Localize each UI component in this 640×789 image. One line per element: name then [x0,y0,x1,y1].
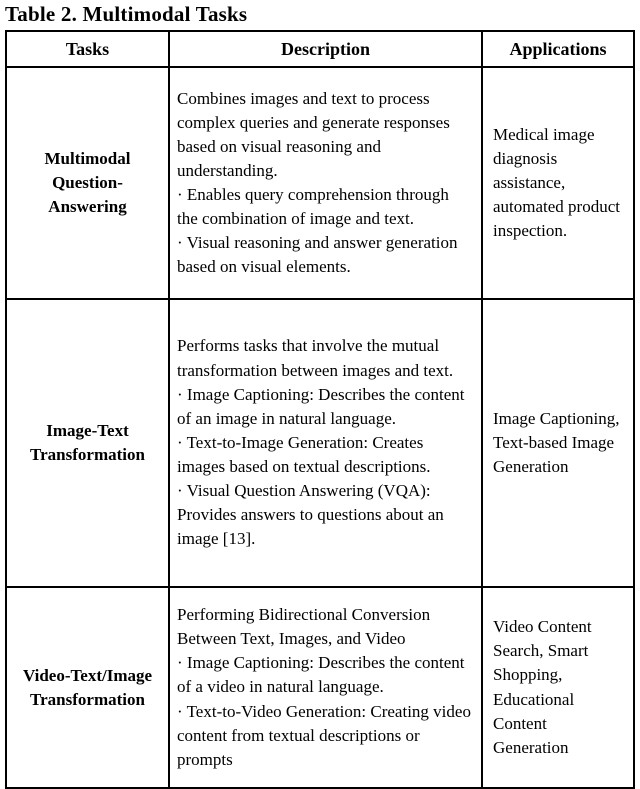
description-line: · Visual Question Answering (VQA): Provides answers to questions about an image [13]. [177,481,444,549]
task-cell: Multimodal Question-Answering [6,67,169,299]
multimodal-tasks-table [5,30,635,789]
table-row [6,67,634,299]
description-line: · Image Captioning: Describes the content of a video in natural language. [177,653,465,697]
description-cell [169,299,482,587]
table-row [6,587,634,788]
header-cell-description: Description [169,31,482,67]
task-cell: Image-Text Transformation [6,299,169,587]
description-line: Performing Bidirectional Conversion Between Text, Images, and Video [177,605,431,649]
description-line: · Image Captioning: Describes the content of an image in natural language. [177,384,465,428]
description-line: · Text-to-Video Generation: Creating video content from textual descriptions or prompts [177,701,471,769]
description-cell [169,67,482,299]
applications-cell: Image Captioning, Text-based Image Generation [482,299,634,587]
table-title: Table 2. Multimodal Tasks [5,2,248,26]
description-line: · Visual reasoning and answer generation based on visual elements. [177,233,458,277]
description-line: Performs tasks that involve the mutual transformation between images and text. [177,336,454,380]
description-line: · Text-to-Image Generation: Creates images based on textual descriptions. [177,432,431,477]
table-row [6,299,634,587]
header-cell-tasks: Tasks [6,31,169,67]
description-cell [169,587,482,788]
applications-cell: Medical image diagnosis assistance, automated product inspection. [482,67,634,299]
applications-cell: Video Content Search, Smart Shopping, Educational Content Generation [482,587,634,788]
header-row [6,31,634,67]
description-line: Combines images and text to process complex queries and generate responses based on visual reasoning and understanding. [177,88,450,180]
header-cell-applications: Applications [482,31,634,67]
task-cell: Video-Text/Image Transformation [6,587,169,788]
description-line: · Enables query comprehension through the combination of image and text. [177,185,449,229]
